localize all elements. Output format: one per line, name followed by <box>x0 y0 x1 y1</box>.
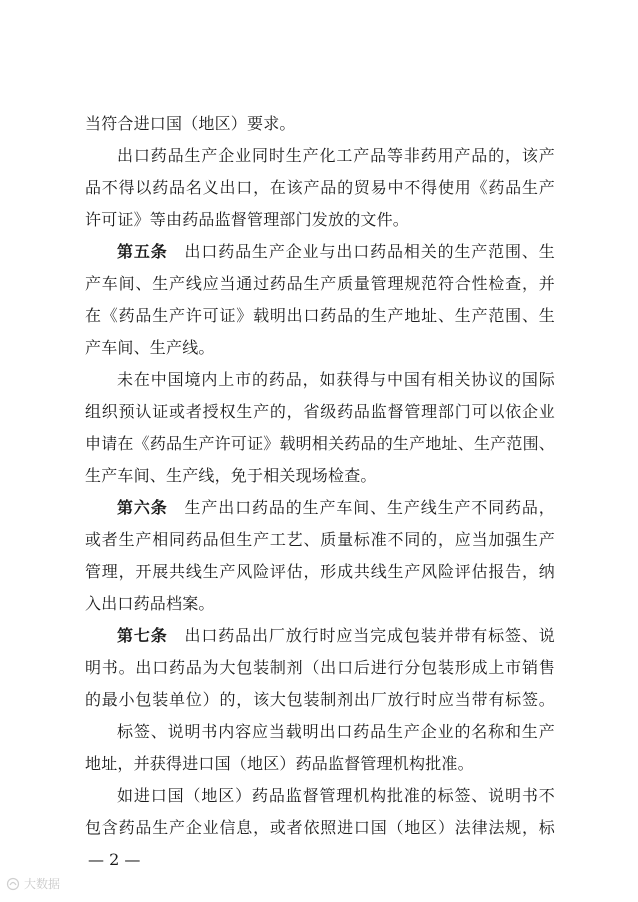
article-heading: 第六条 <box>117 498 168 517</box>
text-line: 如进口国（地区）药品监督管理机构批准的标签、说明书不 <box>117 786 555 805</box>
article-line <box>117 625 555 647</box>
text-line: 包含药品生产企业信息，或者依照进口国（地区）法律法规，标 <box>85 818 555 837</box>
article-text: 出口药品生产企业与出口药品相关的生产范围、生 <box>184 242 555 261</box>
article-text: 生产出口药品的生产车间、生产线生产不同药品， <box>184 498 555 517</box>
text-line: 产车间、生产线应当通过药品生产质量管理规范符合性检查，并 <box>85 274 555 293</box>
text-line: 组织预认证或者授权生产的，省级药品监督管理部门可以依企业 <box>85 402 555 421</box>
article-text: 出口药品出厂放行时应当完成包装并带有标签、说 <box>184 626 555 645</box>
article-heading: 第七条 <box>117 626 168 645</box>
text-line: 的最小包装单位）的，该大包装制剂出厂放行时应当带有标签。 <box>85 690 555 709</box>
text-line: 在《药品生产许可证》载明出口药品的生产地址、生产范围、生 <box>85 306 555 325</box>
text-line: 许可证》等由药品监督管理部门发放的文件。 <box>85 210 410 229</box>
text-line: 产车间、生产线。 <box>85 338 215 357</box>
text-line: 当符合进口国（地区）要求。 <box>85 114 296 133</box>
text-line: 生产车间、生产线，免于相关现场检查。 <box>85 466 377 485</box>
watermark-logo-icon <box>6 877 20 891</box>
text-line: 申请在《药品生产许可证》载明相关药品的生产地址、生产范围、 <box>85 434 555 453</box>
text-line: 标签、说明书内容应当载明出口药品生产企业的名称和生产 <box>117 722 555 741</box>
text-line: 管理，开展共线生产风险评估，形成共线生产风险评估报告，纳 <box>85 562 555 581</box>
text-line: 明书。出口药品为大包装制剂（出口后进行分包装形成上市销售 <box>85 658 555 677</box>
article-line <box>117 497 555 519</box>
article-line <box>117 241 555 263</box>
text-line: 未在中国境内上市的药品，如获得与中国有相关协议的国际 <box>117 370 555 389</box>
article-heading: 第五条 <box>117 242 168 261</box>
text-line: 品不得以药品名义出口，在该产品的贸易中不得使用《药品生产 <box>85 178 555 197</box>
text-line: 地址，并获得进口国（地区）药品监督管理机构批准。 <box>85 754 474 773</box>
text-line: 出口药品生产企业同时生产化工产品等非药用产品的，该产 <box>117 146 555 165</box>
text-line: 或者生产相同药品但生产工艺、质量标准不同的，应当加强生产 <box>85 530 555 549</box>
text-line: 入出口药品档案。 <box>85 594 215 613</box>
watermark <box>6 875 60 892</box>
page-number: — 2 — <box>88 850 141 869</box>
watermark-text: 大数据 <box>24 877 61 891</box>
